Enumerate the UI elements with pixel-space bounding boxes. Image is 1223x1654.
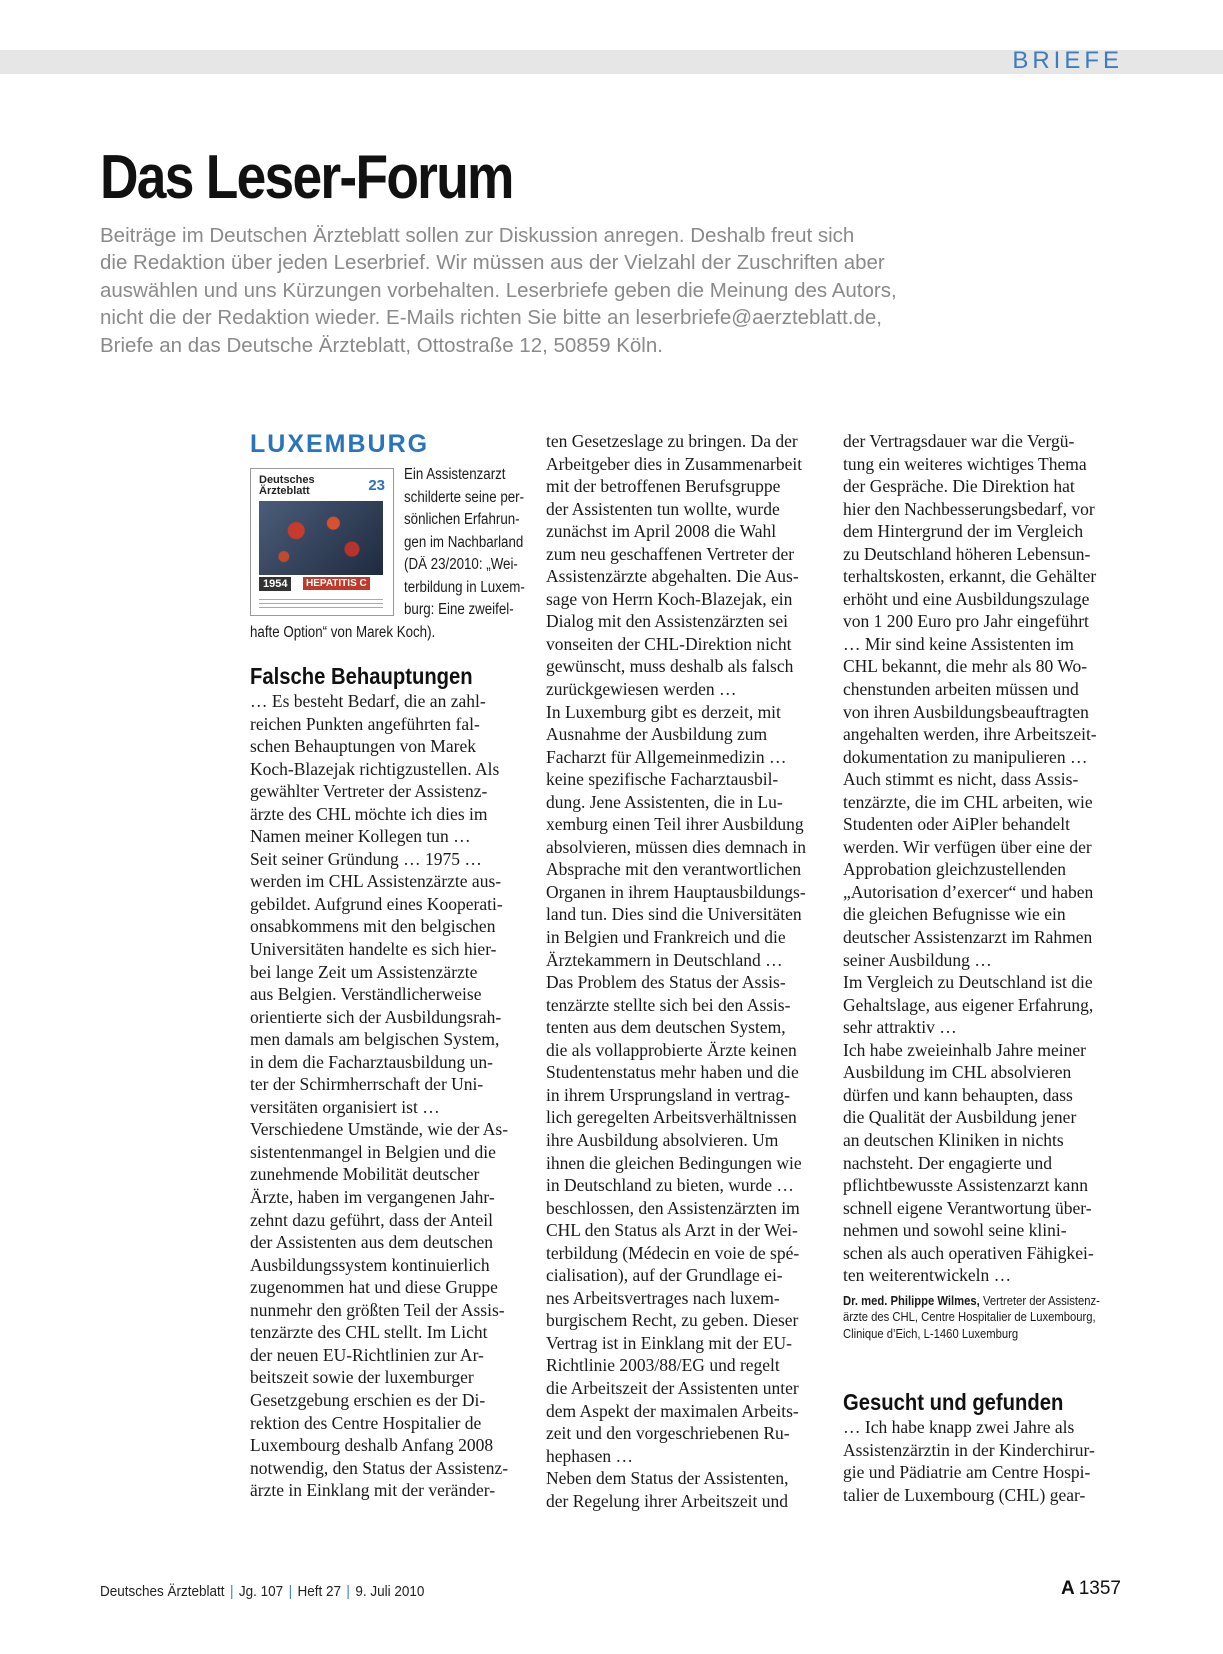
text-line: Koch-Blazejak richtigzustellen. Als xyxy=(250,758,500,779)
text-line: Das Problem des Status der Assis- xyxy=(546,972,786,993)
intro-line: Briefe an das Deutsche Ärzteblatt, Ottostraße 12, 50859 Köln. xyxy=(100,333,663,357)
text-line: CHL den Status als Arzt in der Wei- xyxy=(546,1220,798,1241)
text-line: Ausbildungssystem kontinuierlich xyxy=(250,1254,490,1275)
text-line: … Mir sind keine Assistenten im xyxy=(843,633,1074,654)
text-line: Studentenstatus mehr haben und die xyxy=(546,1062,799,1083)
text-line: Assistenzärzte abgehalten. Die Aus- xyxy=(546,566,799,587)
text-line: Organen in ihrem Hauptausbildungs- xyxy=(546,881,806,902)
text-line: von 1 200 Euro pro Jahr eingeführt xyxy=(843,611,1089,632)
text-line: gewünscht, muss deshalb als falsch xyxy=(546,656,794,677)
text-line: Ausbildung im CHL absolvieren xyxy=(843,1062,1072,1083)
text-line: cialisation), auf der Grundlage ei- xyxy=(546,1265,783,1286)
text-line: Ausnahme der Ausbildung zum xyxy=(546,724,768,745)
text-line: Im Vergleich zu Deutschland ist die xyxy=(843,972,1093,993)
text-line: angehalten werden, ihre Arbeitszeit- xyxy=(843,724,1097,745)
page-prefix: A xyxy=(1060,1578,1075,1599)
text-line: Verschiedene Umstände, wie der As- xyxy=(250,1119,509,1140)
text-line: der Assistenten aus dem deutschen xyxy=(250,1232,494,1253)
text-line: ärzte des CHL möchte ich dies im xyxy=(250,803,488,824)
text-line: keine spezifische Facharztausbil- xyxy=(546,769,779,790)
text-line: hephasen … xyxy=(546,1445,633,1466)
page-title: Das Leser-Forum xyxy=(100,143,513,212)
text-line: dem Hintergrund der im Vergleich xyxy=(843,521,1084,542)
text-line: werden. Wir verfügen über eine der xyxy=(843,836,1092,857)
teaser-line: burg: Eine zweifel- xyxy=(404,601,514,618)
footer-separator: | xyxy=(229,1583,234,1600)
intro-line: nicht die der Redaktion wieder. E-Mails richten Sie bitte an leserbriefe@aerzteblatt.de, xyxy=(100,306,882,330)
cover-issue-number: 23 xyxy=(368,477,385,494)
text-line: in Deutschland zu bieten, wurde … xyxy=(546,1175,794,1196)
text-line: nunmehr den größten Teil der Assis- xyxy=(250,1299,505,1320)
text-line: sistentenmangel in Belgien und die xyxy=(250,1141,496,1162)
section-label: BRIEFE xyxy=(1012,47,1123,74)
text-line: Dialog mit den Assistenzärzten sei xyxy=(546,611,789,632)
footer-publication: Deutsches Ärzteblatt xyxy=(100,1583,225,1600)
text-line: nehmen und sowohl seine klini- xyxy=(843,1220,1067,1241)
text-line: dung. Jene Assistenten, die in Lu- xyxy=(546,791,783,812)
page-footer xyxy=(100,1583,424,1600)
topic-kicker: LUXEMBURG xyxy=(250,430,430,458)
text-line: in dem die Facharztausbildung un- xyxy=(250,1051,493,1072)
text-line: Gehaltslage, aus eigener Erfahrung, xyxy=(843,994,1094,1015)
text-line: werden im CHL Assistenzärzte aus- xyxy=(250,871,502,892)
text-line: tung ein weiteres wichtiges Thema xyxy=(843,453,1087,474)
text-line: der Gespräche. Die Direktion hat xyxy=(843,476,1075,497)
text-line: tenten aus dem deutschen System, xyxy=(546,1017,786,1038)
teaser-line: Ein Assistenzarzt xyxy=(404,466,506,483)
text-line: Auch stimmt es nicht, dass Assis- xyxy=(843,769,1079,790)
letter-2-heading: Gesucht und gefunden xyxy=(843,1389,1064,1416)
text-line: pflichtbewusste Assistenzarzt kann xyxy=(843,1175,1088,1196)
text-line: Seit seiner Gründung … 1975 … xyxy=(250,848,482,869)
text-line: onsabkommens mit den belgischen xyxy=(250,916,496,937)
intro-paragraph xyxy=(100,222,1100,359)
column-3 xyxy=(843,430,1118,1506)
intro-line: auswählen und uns Kürzungen vorbehalten. Leserbriefe geben die Meinung des Autors, xyxy=(100,278,897,302)
text-line: … Es besteht Bedarf, die an zahl- xyxy=(250,691,486,711)
text-line: chenstunden arbeiten müssen und xyxy=(843,679,1079,700)
text-line: schen als auch operativen Fähigkei- xyxy=(843,1242,1094,1263)
teaser-line: hafte Option“ von Marek Koch). xyxy=(250,623,436,641)
text-line: Ärztekammern in Deutschland … xyxy=(546,949,783,970)
text-line: dürfen und kann behaupten, dass xyxy=(843,1084,1073,1105)
text-line: Richtlinie 2003/88/EG und regelt xyxy=(546,1355,780,1376)
text-line: Arbeitgeber dies in Zusammenarbeit xyxy=(546,453,803,474)
text-line: vonseiten der CHL-Direktion nicht xyxy=(546,633,792,654)
text-line: die Qualität der Ausbildung jener xyxy=(843,1107,1077,1128)
text-line: Luxembourg deshalb Anfang 2008 xyxy=(250,1435,494,1456)
cover-topic: HEPATITIS C xyxy=(303,577,370,590)
text-line: zeit und den vorgeschriebenen Ru- xyxy=(546,1423,790,1444)
text-line: ten Gesetzeslage zu bringen. Da der xyxy=(546,431,798,451)
text-line: Facharzt für Allgemeinmedizin … xyxy=(546,746,787,767)
text-line: aus Belgien. Verständlicherweise xyxy=(250,984,482,1005)
text-line: schen Behauptungen von Marek xyxy=(250,736,476,757)
text-line: tenzärzte stellte sich bei den Assis- xyxy=(546,994,791,1015)
text-line: Studenten oder AiPler behandelt xyxy=(843,814,1070,835)
text-line: die Arbeitszeit der Assistenten unter xyxy=(546,1377,799,1398)
text-line: zum neu geschaffenen Vertreter der xyxy=(546,543,795,564)
text-line: reichen Punkten angeführten fal- xyxy=(250,713,480,734)
text-line: erhöht und eine Ausbildungszulage xyxy=(843,588,1090,609)
text-line: Ärzte, haben im vergangenen Jahr- xyxy=(250,1187,495,1208)
intro-line: die Redaktion über jeden Leserbrief. Wir müssen aus der Vielzahl der Zuschriften aber xyxy=(100,251,885,275)
text-line: Neben dem Status der Assistenten, xyxy=(546,1468,789,1489)
column-1 xyxy=(250,428,525,1502)
text-line: zu Deutschland höheren Lebensun- xyxy=(843,543,1091,564)
text-line: sehr attraktiv … xyxy=(843,1017,957,1038)
signature-line: Clinique d’Eich, L-1460 Luxemburg xyxy=(843,1326,1019,1341)
text-line: schnell eigene Verantwortung über- xyxy=(843,1197,1092,1218)
text-line: tenzärzte, die im CHL arbeiten, wie xyxy=(843,791,1093,812)
text-line: seiner Ausbildung … xyxy=(843,949,992,970)
text-line: versitäten organisiert ist … xyxy=(250,1096,440,1117)
teaser-line: (DÄ 23/2010: „Wei- xyxy=(404,556,518,573)
teaser-line: schilderte seine per- xyxy=(404,488,525,506)
text-line: terbildung (Médecin en voie de spé- xyxy=(546,1242,800,1263)
footer-issue: Heft 27 xyxy=(297,1583,342,1600)
text-line: talier de Luxembourg (CHL) gear- xyxy=(843,1484,1086,1505)
text-line: die als vollapprobierte Ärzte keinen xyxy=(546,1039,797,1060)
text-line: gebildet. Aufgrund eines Kooperati- xyxy=(250,893,503,914)
text-line: zehnt dazu geführt, dass der Anteil xyxy=(250,1209,493,1230)
text-line: ihnen die gleichen Bedingungen wie xyxy=(546,1152,802,1173)
column-2 xyxy=(546,430,821,1512)
text-line: mit der betroffenen Berufsgruppe xyxy=(546,476,781,497)
intro-line: Beiträge im Deutschen Ärzteblatt sollen zur Diskussion anregen. Deshalb freut sich xyxy=(100,224,855,247)
text-line: CHL bekannt, die mehr als 80 Wo- xyxy=(843,656,1088,677)
text-line: ter der Schirmherrschaft der Uni- xyxy=(250,1074,484,1095)
text-line: Assistenzärztin in der Kinderchirur- xyxy=(843,1439,1095,1460)
text-line: zunehmende Mobilität deutscher xyxy=(250,1164,480,1185)
text-line: ihre Ausbildung absolvieren. Um xyxy=(546,1129,779,1150)
text-line: Approbation gleichzustellenden xyxy=(843,859,1067,880)
text-line: der Assistenten tun wollte, wurde xyxy=(546,498,780,519)
footer-date: 9. Juli 2010 xyxy=(355,1583,425,1600)
text-line: der Regelung ihrer Arbeitszeit und xyxy=(546,1490,789,1511)
text-line: in Belgien und Frankreich und die xyxy=(546,927,786,948)
text-line: tenzärzte des CHL stellt. Im Licht xyxy=(250,1322,488,1343)
text-line: orientierte sich der Ausbildungsrah- xyxy=(250,1006,502,1027)
teaser-line: gen im Nachbarland xyxy=(404,533,524,551)
text-line: dokumentation zu manipulieren … xyxy=(843,746,1088,767)
signature-name: Dr. med. Philippe Wilmes, xyxy=(843,1293,980,1308)
letter-1-signature xyxy=(843,1293,1118,1343)
page-number-value: 1357 xyxy=(1078,1578,1121,1599)
teaser-line: sönlichen Erfahrun- xyxy=(404,511,520,528)
text-line: beschlossen, den Assistenzärzten im xyxy=(546,1197,800,1218)
text-line: deutscher Assistenzarzt im Rahmen xyxy=(843,927,1093,948)
text-line: gie und Pädiatrie am Centre Hospi- xyxy=(843,1462,1091,1483)
page-number xyxy=(1061,1578,1121,1600)
text-line: absolvieren, müssen dies demnach in xyxy=(546,836,807,857)
text-line: die gleichen Befugnisse wie ein xyxy=(843,904,1066,925)
text-line: burgischem Recht, zu geben. Dieser xyxy=(546,1310,799,1331)
text-line: dem Aspekt der maximalen Arbeits- xyxy=(546,1400,799,1421)
letter-1-column-2-text xyxy=(546,430,821,1512)
text-line: „Autorisation d’exercer“ und haben xyxy=(843,881,1094,902)
text-line: zunächst im April 2008 die Wahl xyxy=(546,521,777,542)
text-line: Vertrag ist in Einklang mit der EU- xyxy=(546,1332,792,1353)
text-line: xemburg einen Teil ihrer Ausbildung xyxy=(546,814,804,835)
teaser-block xyxy=(250,464,525,652)
teaser-line: terbildung in Luxem- xyxy=(404,578,525,596)
text-line: nes Arbeitsvertrages nach luxem- xyxy=(546,1287,780,1308)
text-line: Absprache mit den verantwortlichen xyxy=(546,859,802,880)
text-line: ärzte in Einklang mit der veränder- xyxy=(250,1480,496,1501)
letter-1-column-1-text xyxy=(250,690,525,1502)
cover-year: 1954 xyxy=(259,577,291,591)
text-line: hier den Nachbesserungsbedarf, vor xyxy=(843,498,1095,519)
text-line: ten weiterentwickeln … xyxy=(843,1265,1012,1286)
cover-brand: Deutsches Ärzteblatt xyxy=(259,474,315,497)
footer-volume: Jg. 107 xyxy=(238,1583,284,1600)
letter-2-text xyxy=(843,1416,1118,1506)
text-line: rektion des Centre Hospitalier de xyxy=(250,1412,482,1433)
text-line: zugenommen hat und diese Gruppe xyxy=(250,1277,498,1298)
cover-text-lines xyxy=(259,599,383,609)
text-line: notwendig, den Status der Assistenz- xyxy=(250,1457,509,1478)
letter-1-heading: Falsche Behauptungen xyxy=(250,663,473,689)
footer-separator: | xyxy=(288,1583,293,1600)
text-line: Namen meiner Kollegen tun … xyxy=(250,826,471,847)
footer-separator: | xyxy=(346,1583,350,1600)
text-line: bei lange Zeit um Assistenzärzte xyxy=(250,961,478,982)
text-line: von ihren Ausbildungsbeauftragten xyxy=(843,701,1089,722)
text-line: lich geregelten Arbeitsverhältnissen xyxy=(546,1107,797,1128)
text-line: zurückgewiesen werden … xyxy=(546,679,737,700)
text-line: beitszeit sowie der luxemburger xyxy=(250,1367,474,1388)
text-line: an deutschen Kliniken in nichts xyxy=(843,1129,1064,1150)
text-line: in ihrem Ursprungsland in vertrag- xyxy=(546,1084,790,1105)
text-line: Universitäten handelte es sich hier- xyxy=(250,939,497,960)
letter-1-column-3-text xyxy=(843,430,1118,1287)
signature-line: Vertreter der Assistenz- xyxy=(979,1293,1100,1308)
text-line: In Luxemburg gibt es derzeit, mit xyxy=(546,701,781,722)
text-line: land tun. Dies sind die Universitäten xyxy=(546,904,802,925)
text-line: terhaltskosten, erkannt, die Gehälter xyxy=(843,566,1097,587)
text-line: gewählter Vertreter der Assistenz- xyxy=(250,781,488,802)
signature-line: ärzte des CHL, Centre Hospitalier de Luxembourg, xyxy=(843,1310,1096,1325)
cover-illustration xyxy=(259,501,383,575)
text-line: … Ich habe knapp zwei Jahre als xyxy=(843,1417,1075,1438)
text-line: der neuen EU-Richtlinien zur Ar- xyxy=(250,1344,484,1365)
text-line: men damals am belgischen System, xyxy=(250,1029,500,1050)
text-line: nachsteht. Der engagierte und xyxy=(843,1152,1052,1173)
magazine-cover-thumbnail xyxy=(250,468,394,616)
text-line: sage von Herrn Koch-Blazejak, ein xyxy=(546,588,793,609)
text-line: Gesetzgebung erschien es der Di- xyxy=(250,1389,486,1410)
text-line: der Vertragsdauer war die Vergü- xyxy=(843,431,1075,451)
text-line: Ich habe zweieinhalb Jahre meiner xyxy=(843,1039,1086,1060)
